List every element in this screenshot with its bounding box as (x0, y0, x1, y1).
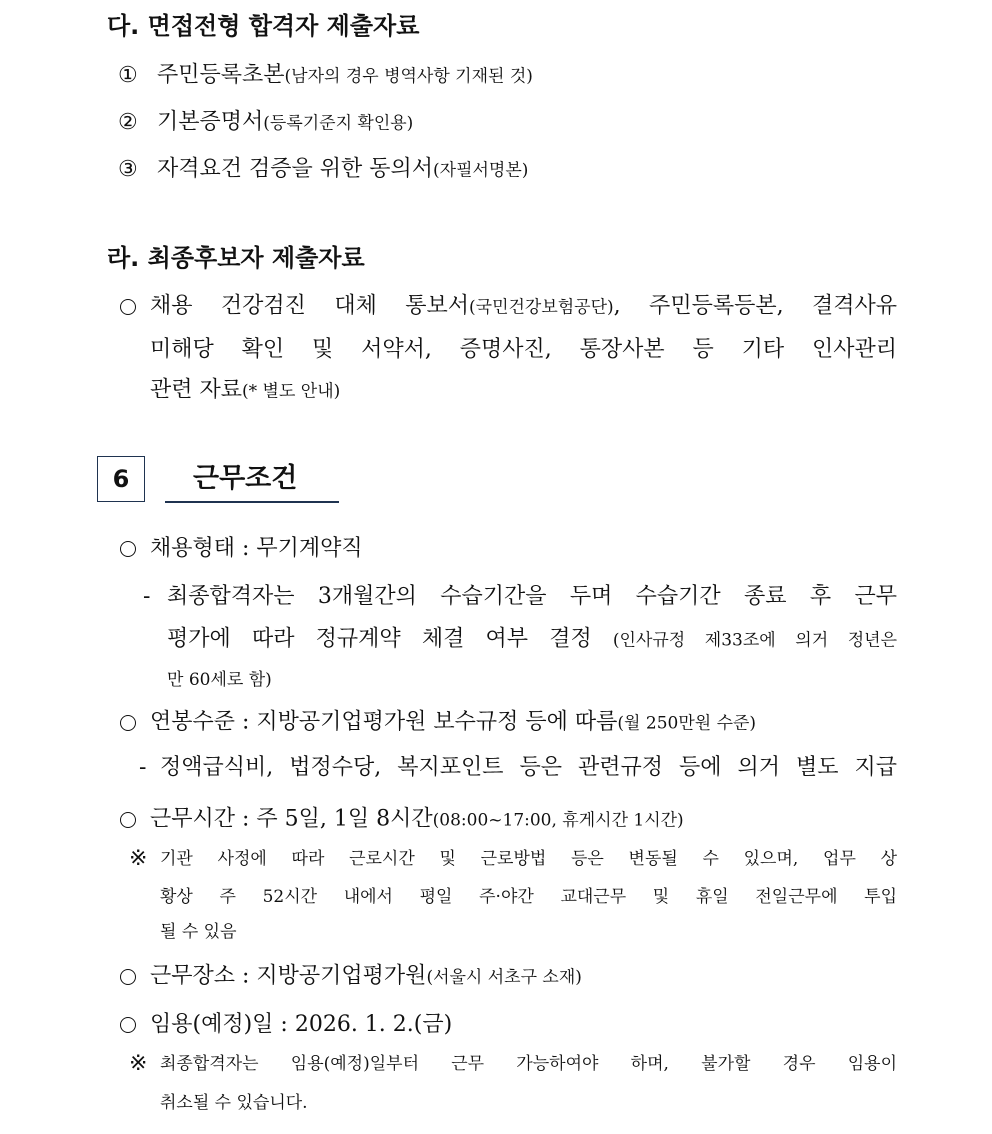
bullet-circle-icon (120, 715, 136, 731)
dash-marker: - (143, 584, 151, 609)
bullet-circle-icon (120, 812, 136, 828)
note-marker: ※ (129, 1051, 148, 1076)
note-line: 최종합격자는 임용(예정)일부터 근무 가능하여야 하며, 불가할 경우 임용이 (160, 1054, 897, 1074)
list-item (157, 61, 533, 92)
location-line (150, 962, 582, 993)
hours-line (150, 805, 684, 836)
salary-line (150, 708, 756, 739)
note-marker: ※ (129, 846, 148, 871)
note-line: 기관 사정에 따라 근로시간 및 근로방법 등은 변동될 수 있으며, 업무 상 (160, 849, 897, 869)
section-heading-final-docs: 라. 최종후보자 제출자료 (107, 244, 365, 272)
text: 근무장소 : 지방공기업평가원 (150, 963, 427, 989)
item-note: (남자의 경우 병역사항 기재된 것) (284, 66, 533, 87)
text-note: (국민건강보험공단) (469, 297, 614, 318)
allowance-line: 정액급식비, 법정수당, 복지포인트 등은 관련규정 등에 의거 별도 지급 (160, 755, 897, 780)
paragraph-line (150, 292, 897, 323)
text-note: (* 별도 안내) (242, 381, 341, 402)
paragraph-line: 미해당 확인 및 서약서, 증명사진, 통장사본 등 기타 인사관리 (150, 337, 897, 362)
note-line: 황상 주 52시간 내에서 평일 주·야간 교대근무 및 휴일 전일근무에 투입 (160, 887, 897, 907)
text: 연봉수준 : 지방공기업평가원 보수규정 등에 따름 (150, 709, 618, 735)
note-line: 될 수 있음 (160, 922, 237, 942)
bullet-circle-icon (120, 541, 136, 557)
item-note: (등록기준지 확인용) (263, 113, 414, 134)
item-marker: ③ (118, 157, 138, 182)
paragraph-line (150, 376, 340, 407)
paragraph-line (167, 625, 897, 656)
text: 근무시간 : 주 5일, 1일 8시간 (150, 806, 433, 832)
text-note: (월 250만원 수준) (617, 713, 757, 734)
text: 채용 건강검진 대체 통보서 (150, 293, 470, 319)
item-marker: ② (118, 110, 138, 135)
start-date-line: 임용(예정)일 : 2026. 1. 2.(금) (150, 1012, 453, 1037)
note-line: 취소될 수 있습니다. (160, 1093, 308, 1113)
text: , 주민등록등본, 결격사유 (613, 293, 897, 319)
section-number-box: 6 (97, 456, 145, 502)
text: 관련 자료 (150, 377, 243, 403)
section-heading-interview-docs: 다. 면접전형 합격자 제출자료 (107, 12, 420, 40)
text: 평가에 따라 정규계약 체결 여부 결정 (167, 626, 592, 652)
item-text: 기본증명서 (157, 109, 264, 135)
paragraph-line: 만 60세로 함) (167, 670, 272, 690)
list-item (157, 155, 528, 186)
title-underline (165, 501, 339, 503)
item-marker: ① (118, 63, 138, 88)
dash-marker: - (139, 755, 147, 780)
text-note: (서울시 서초구 소재) (426, 967, 582, 988)
text-note: (인사규정 제33조에 의거 정년은 (612, 630, 897, 651)
text-note: (08:00~17:00, 휴게시간 1시간) (432, 810, 684, 831)
employment-type: 채용형태 : 무기계약직 (150, 536, 363, 561)
item-text: 자격요건 검증을 위한 동의서 (157, 156, 434, 182)
bullet-circle-icon (120, 299, 136, 315)
item-text: 주민등록초본 (157, 62, 285, 88)
item-note: (자필서명본) (433, 160, 529, 181)
section-title: 근무조건 (193, 463, 298, 494)
list-item (157, 108, 413, 139)
bullet-circle-icon (120, 969, 136, 985)
bullet-circle-icon (120, 1017, 136, 1033)
paragraph-line: 최종합격자는 3개월간의 수습기간을 두며 수습기간 종료 후 근무 (167, 584, 897, 609)
